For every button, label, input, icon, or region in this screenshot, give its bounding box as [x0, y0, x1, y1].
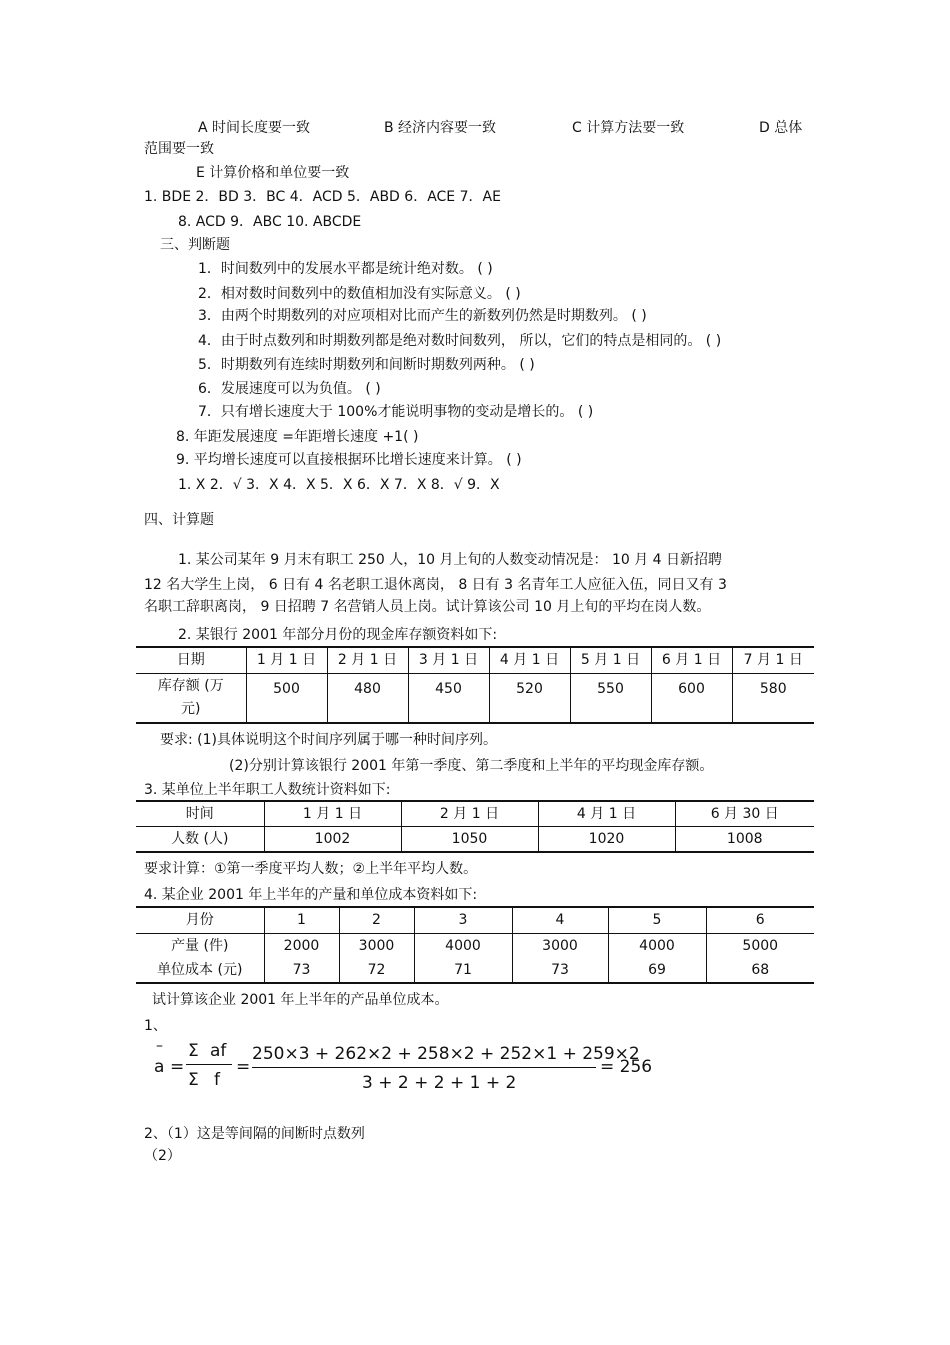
- q4-header-cell: 月份: [136, 907, 264, 933]
- judge-item: 5．时期数列有连续时期数列和间断时期数列两种。 ( ): [198, 357, 535, 373]
- choice-answers-line2: 8. ACD 9．ABC 10. ABCDE: [178, 214, 362, 230]
- option-d: D 总体: [759, 120, 803, 136]
- fraction-bar: [252, 1067, 596, 1068]
- q4-header-cell: 5: [608, 907, 706, 933]
- q2-value-cell: 520: [489, 673, 570, 723]
- option-e: E 计算价格和单位要一致: [196, 165, 350, 181]
- q3-header-cell: 1 月 1 日: [264, 801, 401, 826]
- solution-1-label: 1、: [144, 1018, 167, 1034]
- q4-row-label: 单位成本 (元): [136, 958, 264, 983]
- q4-row-label: 产量 (件): [136, 933, 264, 958]
- judge-item: 9. 平均增长速度可以直接根据环比增长速度来计算。 ( ): [176, 452, 522, 468]
- equals-sign: =: [236, 1057, 251, 1077]
- option-b: B 经济内容要一致: [384, 120, 497, 136]
- judge-item: 4．由于时点数列和时期数列都是绝对数时间数列， 所以，它们的特点是相同的。 ( ): [198, 333, 722, 349]
- q4-header-cell: 3: [414, 907, 512, 933]
- q4-value-cell: 73: [264, 958, 339, 983]
- q4-header-cell: 2: [339, 907, 414, 933]
- q4-value-cell: 71: [414, 958, 512, 983]
- q2-row-label: [136, 673, 246, 723]
- q2-value-cell: 550: [570, 673, 651, 723]
- formula-result: = 256: [600, 1057, 653, 1077]
- formula-denominator: 3 + 2 + 2 + 1 + 2: [362, 1073, 517, 1093]
- q4-value-cell: 2000: [264, 933, 339, 958]
- sigma-symbol: Σ: [188, 1041, 199, 1061]
- q4-value-cell: 5000: [742, 937, 779, 954]
- calc-heading: 四、计算题: [144, 512, 214, 528]
- mean-bar: –: [156, 1038, 163, 1054]
- mean-symbol: a: [154, 1057, 165, 1077]
- q3-header-cell: 4 月 1 日: [538, 801, 675, 826]
- q2-table: [136, 646, 814, 724]
- q3-value-cell: 1050: [401, 826, 538, 852]
- q1-line3: 名职工辞职离岗， 9 日招聘 7 名营销人员上岗。试计算该公司 10 月上旬的平均在岗人数。: [144, 599, 711, 615]
- q2-row-label-line2: 元): [181, 701, 201, 718]
- q2-header-cell: 1 月 1 日: [246, 647, 327, 673]
- denominator-variable: f: [214, 1070, 220, 1090]
- q3-intro: 3. 某单位上半年职工人数统计资料如下:: [144, 782, 391, 798]
- judge-item: 7．只有增长速度大于 100%才能说明事物的变动是增长的。 ( ): [198, 404, 594, 420]
- q2-intro: 2. 某银行 2001 年部分月份的现金库存额资料如下:: [178, 627, 498, 643]
- q1-line1: 1. 某公司某年 9 月末有职工 250 人，10 月上旬的人数变动情况是： 10 月 4 日新招聘: [178, 552, 723, 568]
- judge-answers: 1. X 2．√ 3．X 4．X 5．X 6．X 7．X 8．√ 9．X: [178, 477, 500, 493]
- judge-item: 6．发展速度可以为负值。 ( ): [198, 381, 381, 397]
- q2-value-cell: 450: [408, 673, 489, 723]
- q4-header-cell: 1: [264, 907, 339, 933]
- q3-header-cell: 6 月 30 日: [710, 805, 779, 822]
- judge-item: 3．由两个时期数列的对应项相对比而产生的新数列仍然是时期数列。 ( ): [198, 308, 647, 324]
- q4-value-cell: 69: [608, 958, 706, 983]
- judge-heading: 三、判断题: [160, 237, 230, 253]
- solution-2-line1: 2、（1）这是等间隔的间断时点数列: [144, 1126, 365, 1142]
- equals-sign: =: [170, 1057, 185, 1077]
- judge-item: 1．时间数列中的发展水平都是统计绝对数。 ( ): [198, 261, 493, 277]
- formula-numerator: 250×3 + 262×2 + 258×2 + 252×1 + 259×2: [252, 1044, 640, 1064]
- q3-row-label: 人数 (人): [136, 826, 264, 852]
- q4-table: [136, 906, 814, 984]
- q4-header-cell: 6: [755, 912, 765, 929]
- q3-header-cell: 时间: [136, 801, 264, 826]
- q4-value-cell: 4000: [608, 933, 706, 958]
- q2-requirement-1: 要求: (1)具体说明这个时间序列属于哪一种时间序列。: [160, 732, 497, 748]
- q3-requirement: 要求计算：①第一季度平均人数；②上半年平均人数。: [144, 861, 478, 877]
- q4-value-cell: 3000: [512, 933, 608, 958]
- q2-header-cell: 5 月 1 日: [570, 647, 651, 673]
- option-c: C 计算方法要一致: [572, 120, 685, 136]
- q4-requirement: 试计算该企业 2001 年上半年的产品单位成本。: [152, 992, 449, 1008]
- judge-item: 8. 年距发展速度 =年距增长速度 +1( ): [176, 429, 419, 445]
- fraction-bar: [186, 1064, 232, 1065]
- option-d-continued: 范围要一致: [144, 141, 214, 157]
- q4-header-cell: 4: [512, 907, 608, 933]
- q3-header-cell: 2 月 1 日: [401, 801, 538, 826]
- solution-2-line2: （2）: [144, 1148, 181, 1164]
- q4-value-cell: 68: [751, 962, 770, 978]
- q4-value-cell: 4000: [414, 933, 512, 958]
- q2-header-cell: 4 月 1 日: [489, 647, 570, 673]
- numerator-variable: af: [210, 1041, 227, 1061]
- q3-value-cell: 1008: [726, 830, 763, 847]
- q2-header-cell: 6 月 1 日: [651, 647, 732, 673]
- weighted-mean-formula: [150, 1038, 670, 1094]
- q2-requirement-2: (2)分别计算该银行 2001 年第一季度、第二季度和上半年的平均现金库存额。: [229, 758, 714, 774]
- q2-header-cell: 日期: [136, 647, 246, 673]
- judge-item: 2．相对数时间数列中的数值相加没有实际意义。 ( ): [198, 286, 521, 302]
- q4-value-cell: 72: [339, 958, 414, 983]
- q2-value-cell: 600: [651, 673, 732, 723]
- q2-header-cell: 2 月 1 日: [327, 647, 408, 673]
- q2-row-label-line1: 库存额 (万: [157, 678, 224, 695]
- sigma-symbol: Σ: [188, 1070, 199, 1090]
- q2-value-cell: 480: [327, 673, 408, 723]
- q2-value-cell: 500: [246, 673, 327, 723]
- option-a: A 时间长度要一致: [198, 120, 311, 136]
- q2-header-cell: 3 月 1 日: [408, 647, 489, 673]
- q1-line2: 12 名大学生上岗， 6 日有 4 名老职工退休离岗， 8 日有 3 名青年工人应征入伍，同日又有 3: [144, 577, 727, 593]
- q3-value-cell: 1020: [538, 826, 675, 852]
- q4-value-cell: 3000: [339, 933, 414, 958]
- q2-value-cell: 580: [759, 680, 787, 697]
- q3-value-cell: 1002: [264, 826, 401, 852]
- choice-answers-line1: 1. BDE 2．BD 3．BC 4．ACD 5．ABD 6．ACE 7．AE: [144, 189, 501, 205]
- q4-value-cell: 73: [512, 958, 608, 983]
- q4-intro: 4. 某企业 2001 年上半年的产量和单位成本资料如下:: [144, 887, 478, 903]
- q3-table: [136, 800, 814, 853]
- q2-header-cell: 7 月 1 日: [743, 652, 803, 669]
